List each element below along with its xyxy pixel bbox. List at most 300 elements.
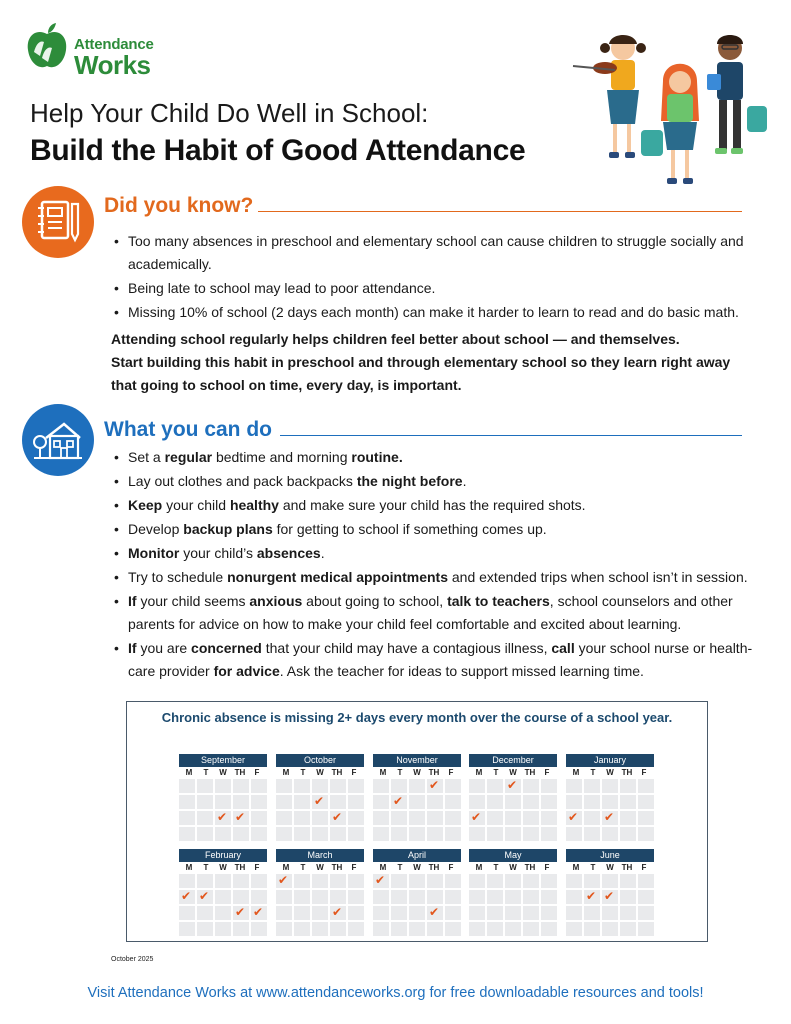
day-cell: [445, 906, 461, 920]
did-you-know-heading: Did you know?: [104, 194, 254, 217]
paragraph-line: that going to school on time, every day, is important.: [111, 377, 462, 393]
day-cell: [566, 795, 582, 809]
day-cell: [487, 874, 503, 888]
day-cell: [348, 874, 364, 888]
day-cell: [505, 827, 521, 841]
weekday-label: T: [493, 863, 499, 872]
weekday-label: T: [397, 863, 403, 872]
day-cell: [348, 795, 364, 809]
bold-text: talk to teachers: [447, 593, 550, 609]
day-grid: [179, 779, 267, 841]
what-you-can-do-divider: [280, 435, 742, 436]
absence-check-icon: [197, 890, 213, 904]
day-cell: [566, 922, 582, 936]
calendar-month-september: [179, 754, 267, 841]
month-name: September: [179, 754, 267, 767]
text: Develop: [128, 521, 184, 537]
day-cell: [638, 890, 654, 904]
did-you-know-divider: [258, 211, 742, 212]
bold-text: anxious: [249, 593, 303, 609]
day-cell: [233, 795, 249, 809]
day-grid: [276, 779, 364, 841]
day-cell: [523, 874, 539, 888]
calendar-month-april: [373, 849, 461, 936]
day-cell: [505, 795, 521, 809]
day-cell: [215, 874, 231, 888]
text: .: [462, 473, 467, 489]
absence-check-icon: [469, 811, 485, 825]
day-cell: [487, 779, 503, 793]
day-cell: [348, 827, 364, 841]
weekday-label: W: [413, 863, 421, 872]
weekday-label: W: [219, 863, 227, 872]
day-cell: [566, 827, 582, 841]
list-item: [114, 470, 764, 493]
day-cell: [469, 779, 485, 793]
weekday-label: M: [475, 863, 483, 872]
day-cell: [620, 811, 636, 825]
weekday-label: TH: [331, 768, 343, 777]
day-cell: [197, 922, 213, 936]
day-cell: [523, 906, 539, 920]
paragraph-line: Attending school regularly helps children feel better about school — and themselves.: [111, 331, 680, 347]
weekday-label: TH: [428, 768, 440, 777]
day-cell: [620, 890, 636, 904]
day-cell: [566, 874, 582, 888]
absence-check-icon: [179, 890, 195, 904]
calendar-month-december: [469, 754, 557, 841]
day-cell: [487, 906, 503, 920]
day-cell: [427, 811, 443, 825]
day-cell: [566, 906, 582, 920]
weekday-label: F: [351, 768, 357, 777]
day-cell: [541, 779, 557, 793]
day-cell: [251, 922, 267, 936]
month-name: December: [469, 754, 557, 767]
page-subtitle: Help Your Child Do Well in School:: [30, 98, 429, 128]
day-cell: [505, 874, 521, 888]
day-cell: [469, 890, 485, 904]
day-cell: [348, 779, 364, 793]
day-grid: [373, 874, 461, 936]
weekday-label: M: [185, 768, 193, 777]
day-cell: [251, 779, 267, 793]
weekday-label: T: [203, 863, 209, 872]
day-cell: [487, 795, 503, 809]
footer-link-text[interactable]: Visit Attendance Works at www.attendanceworks.org for free downloadable resources and tools!: [87, 985, 704, 1001]
day-cell: [179, 795, 195, 809]
day-cell: [294, 795, 310, 809]
day-cell: [620, 922, 636, 936]
day-cell: [523, 890, 539, 904]
day-cell: [602, 827, 618, 841]
bold-text: call: [551, 640, 575, 656]
month-name: November: [373, 754, 461, 767]
weekday-label: F: [448, 768, 454, 777]
absence-check-icon: [215, 811, 231, 825]
absence-check-icon: [373, 874, 389, 888]
list-item: [114, 566, 764, 589]
weekday-label: M: [185, 863, 193, 872]
day-cell: [251, 874, 267, 888]
day-cell: [602, 795, 618, 809]
logo-text-line2: Works: [74, 50, 151, 80]
month-name: October: [276, 754, 364, 767]
day-cell: [179, 874, 195, 888]
day-cell: [541, 795, 557, 809]
day-cell: [391, 890, 407, 904]
bold-text: backup plans: [183, 521, 273, 537]
day-cell: [391, 827, 407, 841]
weekday-label: M: [282, 863, 290, 872]
day-cell: [427, 922, 443, 936]
bold-text: nonurgent medical appointments: [227, 569, 448, 585]
day-grid: [373, 779, 461, 841]
month-name: June: [566, 849, 654, 862]
day-cell: [276, 890, 292, 904]
text: that your child may have a contagious illness,: [261, 640, 552, 656]
absence-check-icon: [330, 811, 346, 825]
did-you-know-list: [114, 230, 764, 325]
weekday-header: [566, 862, 654, 874]
day-cell: [620, 795, 636, 809]
day-cell: [469, 906, 485, 920]
day-cell: [215, 795, 231, 809]
day-grid: [276, 874, 364, 936]
publication-date: October 2025: [111, 956, 154, 963]
text: , school counselors and other parents for advice on how to make your child feel comfortable and excited about learning.: [128, 593, 733, 632]
day-cell: [215, 890, 231, 904]
day-cell: [330, 795, 346, 809]
weekday-label: TH: [234, 863, 246, 872]
day-cell: [445, 779, 461, 793]
day-cell: [584, 827, 600, 841]
weekday-label: W: [413, 768, 421, 777]
list-item: • Being late to school may lead to poor attendance.: [114, 277, 764, 300]
logo-text-line1: Attendance: [74, 36, 154, 53]
day-cell: [330, 890, 346, 904]
day-cell: [179, 906, 195, 920]
month-name: May: [469, 849, 557, 862]
day-grid: [566, 874, 654, 936]
day-cell: [391, 906, 407, 920]
day-cell: [566, 890, 582, 904]
day-cell: [197, 779, 213, 793]
calendar-month-november: [373, 754, 461, 841]
day-cell: [276, 922, 292, 936]
day-cell: [233, 827, 249, 841]
weekday-label: TH: [621, 768, 633, 777]
weekday-label: W: [509, 768, 517, 777]
day-cell: [523, 827, 539, 841]
day-cell: [294, 874, 310, 888]
weekday-label: TH: [524, 863, 536, 872]
day-cell: [373, 795, 389, 809]
absence-check-icon: [584, 890, 600, 904]
day-cell: [445, 874, 461, 888]
day-cell: [215, 922, 231, 936]
weekday-label: TH: [234, 768, 246, 777]
weekday-label: F: [641, 768, 647, 777]
day-cell: [179, 811, 195, 825]
month-name: March: [276, 849, 364, 862]
day-cell: [541, 827, 557, 841]
weekday-label: F: [544, 768, 550, 777]
day-cell: [523, 922, 539, 936]
day-cell: [348, 811, 364, 825]
day-cell: [469, 795, 485, 809]
text: for getting to school if something comes up.: [272, 521, 547, 537]
weekday-header: [373, 767, 461, 779]
day-cell: [276, 811, 292, 825]
day-cell: [584, 922, 600, 936]
day-cell: [541, 906, 557, 920]
notebook-icon: [22, 186, 94, 258]
month-name: February: [179, 849, 267, 862]
day-cell: [541, 890, 557, 904]
day-cell: [638, 906, 654, 920]
list-item: [114, 590, 764, 636]
day-cell: [197, 906, 213, 920]
day-cell: [179, 922, 195, 936]
absence-check-icon: [566, 811, 582, 825]
list-item: [114, 446, 764, 469]
day-cell: [505, 811, 521, 825]
weekday-label: M: [572, 863, 580, 872]
day-cell: [427, 795, 443, 809]
weekday-label: F: [351, 863, 357, 872]
day-cell: [251, 811, 267, 825]
day-cell: [391, 874, 407, 888]
weekday-label: W: [606, 863, 614, 872]
weekday-label: F: [254, 863, 260, 872]
day-cell: [487, 890, 503, 904]
day-cell: [638, 779, 654, 793]
attendance-habit-paragraph: [111, 328, 751, 397]
day-cell: [373, 779, 389, 793]
day-cell: [373, 890, 389, 904]
day-cell: [638, 827, 654, 841]
weekday-label: TH: [331, 863, 343, 872]
day-cell: [620, 827, 636, 841]
absence-check-icon: [233, 906, 249, 920]
weekday-label: F: [641, 863, 647, 872]
day-cell: [541, 922, 557, 936]
day-cell: [409, 811, 425, 825]
weekday-header: [566, 767, 654, 779]
day-cell: [584, 811, 600, 825]
weekday-label: F: [254, 768, 260, 777]
day-cell: [566, 779, 582, 793]
day-cell: [251, 890, 267, 904]
day-cell: [469, 827, 485, 841]
weekday-header: [179, 767, 267, 779]
bold-text: absences: [256, 545, 321, 561]
text: you are: [136, 640, 192, 656]
day-cell: [427, 890, 443, 904]
what-you-can-do-list: [114, 446, 764, 684]
day-cell: [373, 906, 389, 920]
day-cell: [602, 779, 618, 793]
day-cell: [602, 874, 618, 888]
day-cell: [409, 922, 425, 936]
day-cell: [330, 827, 346, 841]
day-cell: [427, 874, 443, 888]
day-cell: [487, 827, 503, 841]
day-cell: [294, 779, 310, 793]
day-cell: [348, 922, 364, 936]
day-cell: [427, 827, 443, 841]
absence-check-icon: [312, 795, 328, 809]
day-cell: [602, 922, 618, 936]
weekday-label: W: [219, 768, 227, 777]
day-cell: [233, 922, 249, 936]
absence-check-icon: [505, 779, 521, 793]
weekday-label: TH: [428, 863, 440, 872]
attendance-works-logo: [26, 22, 176, 78]
text: your child’s: [179, 545, 257, 561]
absence-check-icon: [233, 811, 249, 825]
day-cell: [638, 811, 654, 825]
month-name: April: [373, 849, 461, 862]
bold-text: regular: [164, 449, 213, 465]
absence-check-icon: [602, 811, 618, 825]
weekday-label: T: [590, 863, 596, 872]
day-cell: [620, 906, 636, 920]
day-cell: [294, 922, 310, 936]
day-grid: [179, 874, 267, 936]
day-cell: [348, 890, 364, 904]
text: your child seems: [136, 593, 250, 609]
day-cell: [541, 874, 557, 888]
list-item: [114, 494, 764, 517]
day-cell: [197, 827, 213, 841]
calendar-title: Chronic absence is missing 2+ days every month over the course of a school year.: [161, 710, 673, 725]
bold-text: If: [128, 640, 137, 656]
day-cell: [233, 890, 249, 904]
day-cell: [391, 811, 407, 825]
day-cell: [215, 906, 231, 920]
weekday-header: [373, 862, 461, 874]
weekday-header: [276, 767, 364, 779]
day-cell: [391, 779, 407, 793]
day-cell: [620, 779, 636, 793]
day-cell: [469, 874, 485, 888]
absence-check-icon: [602, 890, 618, 904]
day-cell: [312, 906, 328, 920]
weekday-label: M: [379, 863, 387, 872]
house-icon: [22, 404, 94, 476]
day-cell: [312, 922, 328, 936]
day-cell: [215, 827, 231, 841]
weekday-header: [276, 862, 364, 874]
day-cell: [294, 906, 310, 920]
text: Try to schedule: [128, 569, 228, 585]
day-cell: [445, 827, 461, 841]
weekday-label: TH: [621, 863, 633, 872]
weekday-label: T: [590, 768, 596, 777]
text: and extended trips when school isn’t in session.: [448, 569, 748, 585]
text: Lay out clothes and pack backpacks: [128, 473, 357, 489]
day-cell: [445, 922, 461, 936]
text: Set a: [128, 449, 165, 465]
day-cell: [330, 779, 346, 793]
weekday-header: [469, 862, 557, 874]
bold-text: concerned: [191, 640, 262, 656]
day-cell: [638, 922, 654, 936]
day-cell: [541, 811, 557, 825]
list-item: [114, 518, 764, 541]
day-cell: [251, 795, 267, 809]
bold-text: for advice: [213, 663, 280, 679]
day-cell: [409, 779, 425, 793]
weekday-label: F: [448, 863, 454, 872]
day-cell: [215, 779, 231, 793]
day-cell: [584, 795, 600, 809]
text: your school nurse or health-care provider: [128, 640, 753, 679]
bold-text: routine.: [351, 449, 403, 465]
weekday-label: W: [509, 863, 517, 872]
day-cell: [445, 890, 461, 904]
day-cell: [312, 890, 328, 904]
day-cell: [505, 922, 521, 936]
day-cell: [409, 906, 425, 920]
day-cell: [373, 827, 389, 841]
absence-check-icon: [427, 906, 443, 920]
what-you-can-do-heading: What you can do: [104, 418, 272, 441]
bold-text: healthy: [229, 497, 279, 513]
day-cell: [409, 827, 425, 841]
day-cell: [312, 874, 328, 888]
weekday-label: W: [316, 863, 324, 872]
day-cell: [197, 811, 213, 825]
bold-text: If: [128, 593, 137, 609]
day-grid: [469, 779, 557, 841]
day-cell: [276, 795, 292, 809]
day-cell: [348, 906, 364, 920]
day-cell: [294, 890, 310, 904]
list-item: • Too many absences in preschool and elementary school can cause children to struggle socially and academically.: [114, 230, 764, 276]
day-cell: [251, 827, 267, 841]
day-cell: [487, 922, 503, 936]
absence-check-icon: [330, 906, 346, 920]
paragraph-line: Start building this habit in preschool and through elementary school so they learn right away: [111, 354, 731, 370]
weekday-label: T: [300, 768, 306, 777]
weekday-label: T: [493, 768, 499, 777]
weekday-label: T: [397, 768, 403, 777]
weekday-label: W: [316, 768, 324, 777]
day-cell: [584, 906, 600, 920]
bold-text: Monitor: [128, 545, 180, 561]
list-item: [114, 542, 764, 565]
weekday-header: [179, 862, 267, 874]
day-cell: [312, 811, 328, 825]
month-name: January: [566, 754, 654, 767]
day-cell: [312, 779, 328, 793]
apple-logo-icon: [26, 22, 68, 70]
day-cell: [523, 811, 539, 825]
page-title: Build the Habit of Good Attendance: [30, 134, 526, 167]
absence-check-icon: [391, 795, 407, 809]
day-cell: [409, 874, 425, 888]
day-cell: [233, 874, 249, 888]
absence-check-icon: [276, 874, 292, 888]
day-cell: [391, 922, 407, 936]
day-cell: [179, 779, 195, 793]
day-cell: [487, 811, 503, 825]
day-cell: [276, 779, 292, 793]
list-item: • Missing 10% of school (2 days each month) can make it harder to learn to read and do basic math.: [114, 301, 764, 324]
